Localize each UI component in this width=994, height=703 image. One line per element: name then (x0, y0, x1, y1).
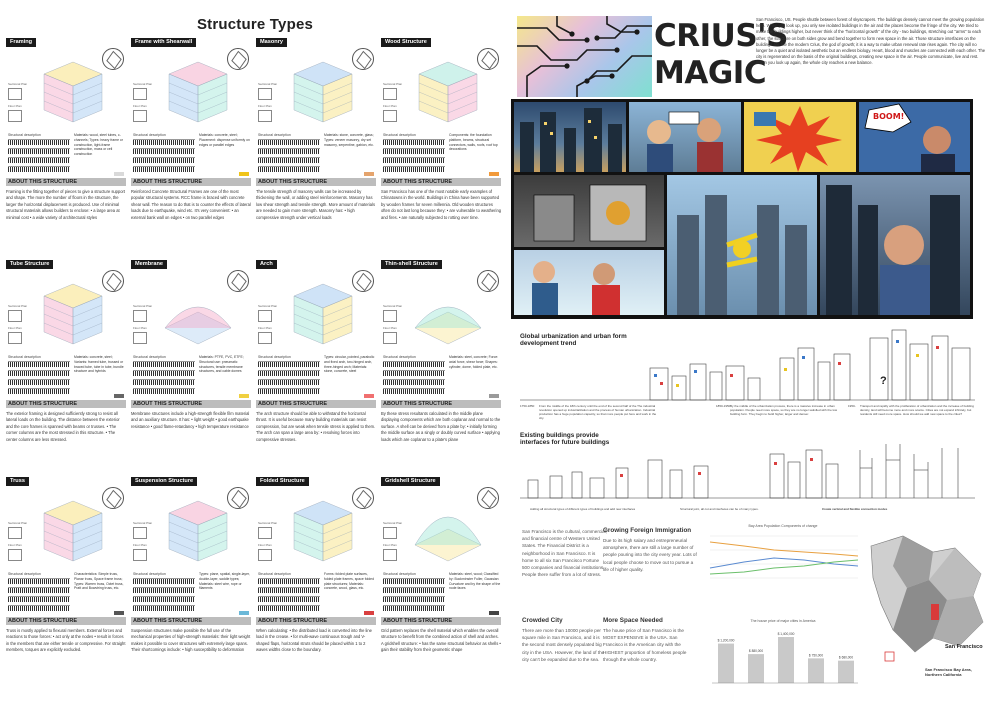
crowded-city-heading: Crowded City (522, 617, 563, 624)
sectional-plan-label: Sectional Plan (258, 82, 278, 86)
svg-text:?: ? (880, 375, 887, 387)
floor-plan-label: Floor Plan (258, 104, 272, 108)
floor-plan-icon (8, 332, 22, 344)
bar (748, 654, 764, 683)
floor-plan-label: Floor Plan (8, 104, 22, 108)
structural-description-label: Structural description (383, 572, 416, 576)
sectional-plan-icon (8, 527, 22, 539)
structure-description: Reinforced Concrete Structural Frames are one of the most popular structural systems. RCC frame is braced with concrete shear wall. The reason to do that is to counter the effects of lateral loads due to earthquake, wind etc. It's very convenient: • an external bank wall on edges • on two parallel edges (131, 189, 251, 220)
structure-card (256, 477, 376, 685)
load-bars (258, 139, 320, 175)
sectional-plan-icon (258, 88, 272, 100)
color-swatch (489, 611, 499, 615)
structural-description-label: Structural description (258, 572, 291, 576)
structure-model-image (159, 489, 237, 571)
color-swatch (239, 172, 249, 176)
load-bars (383, 578, 445, 614)
floor-plan-label: Floor Plan (133, 326, 147, 330)
card-title: Gridshell Structure (381, 477, 440, 486)
sf-intro-text: San Francisco is the cultural, commercial, and financial centre of Western United States. The Financial District is a neighborhood in San Francisco. It is home to all six San Francisco Fortune 500 companies and financial institutions. People there suffer from a lot of stress. (522, 529, 607, 578)
structure-card (131, 38, 251, 246)
sectional-plan-label: Sectional Plan (258, 521, 278, 525)
structure-description: The exterior framing is designed sufficiently strong to resist all lateral loads on the building. The distance between the exterior and the core frames is spanned with beams or trusses. • The corner columns are the most stressed in this structure. • The center columns are less stressed. (6, 411, 120, 442)
bar-label: $ 880,000 (748, 649, 764, 654)
structure-description: Membrane structures include a high-strength flexible film material and an auxiliary structure. It has: • light weight • good earthquake resistance • good flame-retardancy • high temperature resistance (131, 411, 250, 429)
floor-plan-label: Floor Plan (8, 326, 22, 330)
sectional-plan-icon (8, 88, 22, 100)
about-header: ABOUT THIS STRUCTURE (381, 617, 501, 625)
floor-plan-icon (133, 332, 147, 344)
floor-plan-icon (8, 549, 22, 561)
color-swatch (364, 611, 374, 615)
sectional-plan-label: Sectional Plan (383, 521, 403, 525)
structure-card (381, 38, 501, 246)
color-swatch (364, 172, 374, 176)
structure-card (131, 477, 251, 685)
exist-caption-1: Adding all structural types of different types of buildings and add new interfaces (530, 507, 636, 511)
structural-description-label: Structural description (8, 355, 41, 359)
color-swatch (114, 611, 124, 615)
floor-plan-icon (383, 332, 397, 344)
load-bars (258, 578, 320, 614)
structure-card (131, 260, 251, 468)
load-bars (133, 361, 195, 397)
sectional-plan-label: Sectional Plan (133, 521, 153, 525)
sectional-plan-icon (258, 310, 272, 322)
sectional-plan-icon (133, 527, 147, 539)
urban-caption-3: Transport and rapidly with the proliferation of urbanization and the increase of building density, land will become more and more scarce. Cities are not expand infinitely, but residents still need more space. How should we add new space to the cities? (860, 404, 974, 416)
structure-description: San Francisco has one of the most notable early examples of Chinatowns in the world. Buildings in China have been supported by wooden frames for seven millennia. Old wooden structures often do not last long because they: • are vulnerable to weathering and fires. • are naturally subjected to rotting over time. (381, 189, 501, 220)
comic-panel-boom (859, 102, 970, 172)
circuit-hero-image (517, 16, 652, 97)
structural-description-label: Structural description (8, 133, 41, 137)
materials-text: Types: plane, spatial, single-layer, double-layer, saddle types; Materials: steel wire, rope or filaments (199, 572, 250, 591)
sectional-plan-label: Sectional Plan (8, 521, 28, 525)
color-swatch (489, 172, 499, 176)
materials-text: Materials: steel, concrete; Force: axial force, shear force; Shapes: cylinder, dome, folded plate, etc. (449, 355, 499, 369)
more-space-heading: More Space Needed (603, 617, 663, 624)
sectional-plan-icon (258, 527, 272, 539)
card-title: Truss (6, 477, 29, 486)
comic-panel-machine (514, 175, 664, 247)
materials-text: Materials: stone, concrete, glass; Types: veneer masonry, dry set masonry, serpentine, gabion, etc. (324, 133, 374, 147)
structure-description: Framing is the fitting together of pieces to give a structure support and shape. The more the number of floors in the structure, the larger the horizontal displacement is produced. Use of minimal structural materials allows builders to enclose: • a large area at minimal cost • a wide variety of architectural styles (6, 189, 126, 220)
urban-caption-2: By the middle of the urbanization process, there is a massive increase in urban population. People need more space, so they are no longer satisfied with the low building form. They begin to build higher, larger and denser. (730, 404, 838, 416)
bar (808, 658, 824, 683)
sectional-plan-label: Sectional Plan (258, 304, 278, 308)
sectional-plan-label: Sectional Plan (383, 82, 403, 86)
comic-panel-meeting (629, 102, 741, 172)
bar (778, 637, 794, 683)
structure-model-image (159, 272, 237, 354)
structure-model-image (34, 489, 112, 571)
about-header: ABOUT THIS STRUCTURE (131, 178, 251, 186)
card-title: Arch (256, 260, 277, 269)
card-title: Tube Structure (6, 260, 53, 269)
structure-card (6, 477, 126, 685)
floor-plan-label: Floor Plan (133, 104, 147, 108)
color-swatch (114, 172, 124, 176)
floor-plan-icon (133, 110, 147, 122)
urban-caption-1: From the middle of the 18th century until the end of the second half of the The industrial revolution opened up industrialization and the process of human urbanization. Industrial production has a huge population capacity, so that more people put here and work in the city. (539, 404, 657, 420)
floor-plan-label: Floor Plan (133, 543, 147, 547)
immigration-heading: Growing Foreign Immigration (603, 527, 692, 534)
materials-text: Materials: wood, steel tubes, c-channels; Types: heavy frame or construction, light-frame construction, mass or cell construction (74, 133, 123, 157)
bar-label: $ 1,400,000 (777, 632, 795, 636)
comic-strip (511, 99, 973, 319)
structure-card (256, 38, 376, 246)
card-title: Membrane (131, 260, 167, 269)
sectional-plan-label: Sectional Plan (133, 304, 153, 308)
about-header: ABOUT THIS STRUCTURE (381, 400, 501, 408)
color-swatch (489, 394, 499, 398)
load-bars (8, 361, 70, 397)
about-header: ABOUT THIS STRUCTURE (6, 178, 126, 186)
about-header: ABOUT THIS STRUCTURE (131, 617, 251, 625)
structural-description-label: Structural description (133, 355, 166, 359)
about-header: ABOUT THIS STRUCTURE (256, 617, 376, 625)
card-title: Folded Structure (256, 477, 309, 486)
crowded-city-text: There are more than 10000 people per square mile in San Francisco, and it is the second most densely populated big city in the USA. However, the land of the city can't be expanded due to the sea. (522, 628, 605, 662)
about-header: ABOUT THIS STRUCTURE (256, 178, 376, 186)
comic-panel-crowd (820, 175, 970, 315)
structure-card (6, 260, 126, 468)
materials-text: Forms: folded plate surfaces, folded plate frames, space folded plate structures; Materials: concrete, wood, glass, etc. (324, 572, 374, 591)
sectional-plan-label: Sectional Plan (133, 82, 153, 86)
structure-description: Grid pattern replaces the shell material which enables the overall structure to benefit from the combined action of shell and arches. A gridshell structure: • has the same structural behavior as shells • gain their stability from their geometric shape (381, 628, 501, 653)
load-bars (133, 578, 195, 614)
structural-description-label: Structural description (383, 133, 416, 137)
immigration-text: Due to its high salary and entrepreneurial atmosphere, there are still a large number of people pouring into the city every year. Lots of local people choose to move out to pursue a life of higher quality. (603, 538, 697, 572)
materials-text: Characteristics: Simple truss, Planar truss, Space frame truss; Types: Warren truss, Octet truss, Pratt and Bowstring truss, etc. (74, 572, 124, 591)
exist-caption-3: Create vertical and flexible connection modes (822, 507, 888, 511)
sectional-plan-icon (133, 310, 147, 322)
sectional-plan-label: Sectional Plan (8, 82, 28, 86)
structural-description-label: Structural description (133, 572, 166, 576)
floor-plan-icon (258, 332, 272, 344)
bar-label: $ 1,200,000 (717, 638, 735, 643)
about-header: ABOUT THIS STRUCTURE (256, 400, 376, 408)
sectional-plan-icon (383, 310, 397, 322)
structure-description: Suspension structures make possible the full use of the mechanical properties of high-strength materials: their light weight makes it possible to cover structures with extremely large spans. Their shortcomings include: • high susceptibility to deformation (131, 628, 251, 653)
floor-plan-icon (8, 110, 22, 122)
bar (718, 644, 734, 683)
page-title: Structure Types (196, 16, 314, 33)
about-header: ABOUT THIS STRUCTURE (131, 400, 251, 408)
sectional-plan-icon (8, 310, 22, 322)
hero-title-line2: MAGIC (654, 55, 767, 91)
comic-panel-characters (514, 250, 664, 315)
existing-buildings-title: Existing buildings provide interfaces for future buildings (520, 432, 610, 446)
crius-magic-panel (511, 0, 994, 703)
floor-plan-label: Floor Plan (258, 543, 272, 547)
structure-model-image (409, 272, 487, 354)
materials-text: Materials: concrete, steel; Variants: framed tube, trussed or braced tube, tube in tube, bundle structure and hybrids (74, 355, 124, 374)
existing-buildings-diagram (520, 440, 975, 506)
floor-plan-icon (133, 549, 147, 561)
materials-text: Materials: concrete, steel; Placement: dispense uniformly on edges or parallel edges (199, 133, 250, 147)
structure-card (256, 260, 376, 468)
structure-model-image (159, 50, 237, 132)
materials-text: Types: circular, pointed, parabolic and fixed arch, two-hinged arch, three-hinged arch; Materials: stone, concrete, steel (324, 355, 375, 374)
structure-model-image (34, 272, 112, 354)
bar (838, 661, 854, 683)
structure-model-image (409, 50, 487, 132)
year-label-2: 1850-1950 (716, 404, 731, 408)
sectional-plan-label: Sectional Plan (383, 304, 403, 308)
year-label-3: 1950- (848, 404, 856, 408)
load-bars (383, 361, 445, 397)
about-header: ABOUT THIS STRUCTURE (6, 400, 126, 408)
structure-model-image (284, 489, 362, 571)
year-label-1: 1750-1850 (520, 404, 535, 408)
map-caption: San Francisco Bay Area, Northern California (925, 667, 972, 677)
structural-description-label: Structural description (8, 572, 41, 576)
hero-title-line1: CRIUS'S (654, 18, 788, 54)
bar-label: $ 750,000 (808, 653, 824, 658)
more-space-text: The house price of San Francisco is the MOST EXPENSIVE in the USA. San Francisco is the American city with the HIGHEST proportion of homeless people through the whole country. (603, 628, 687, 662)
boom-text: BOOM! (873, 112, 905, 121)
charts-area (704, 524, 862, 692)
card-title: Masonry (256, 38, 287, 47)
comic-panel-city (514, 102, 626, 172)
about-header: ABOUT THIS STRUCTURE (381, 178, 501, 186)
structure-model-image (34, 50, 112, 132)
house-price-chart-title: The house price of major cities in America (750, 619, 816, 623)
card-title: Frame with Shearwall (131, 38, 196, 47)
structure-description: The arch structure should be able to withstand the horizontal thrust. It is useful because many building materials can resist compression, but are weak when tensile stress is applied to them. The arch can span a large area by: • resolving forces into compressive stresses. (256, 411, 376, 442)
floor-plan-label: Floor Plan (258, 326, 272, 330)
color-swatch (239, 611, 249, 615)
floor-plan-label: Floor Plan (383, 104, 397, 108)
bar-label: $ 680,000 (838, 655, 854, 660)
skyline-diagram (520, 328, 975, 412)
hero-title (654, 18, 788, 92)
structural-description-label: Structural description (133, 133, 166, 137)
floor-plan-icon (383, 549, 397, 561)
sectional-plan-icon (383, 88, 397, 100)
structure-card (381, 477, 501, 685)
structure-model-image (409, 489, 487, 571)
structural-description-label: Structural description (258, 355, 291, 359)
structure-description: The tensile strength of masonry walls can be increased by thickening the wall, or adding steel reinforcements. Masonry has low shear strength and tensile strength. More amount of materials are needed to gain more strength. Masonry has: • high compressive strength under vertical loads (256, 189, 376, 220)
about-header: ABOUT THIS STRUCTURE (6, 617, 126, 625)
structure-card (6, 38, 126, 246)
card-title: Wood Structure (381, 38, 431, 47)
sectional-plan-icon (133, 88, 147, 100)
color-swatch (364, 394, 374, 398)
card-title: Thin-shell Structure (381, 260, 442, 269)
floor-plan-icon (258, 110, 272, 122)
house-price-bar-chart (704, 623, 862, 691)
card-title: Suspension Structure (131, 477, 197, 486)
structure-description: Truss is mostly applied to flexural members. External forces and reactions to those forces: • act only at the nodes • result in forces in the members that are either tensile or compressive. For straight members, torques are explicitly excluded. (6, 628, 126, 653)
structure-description: When calculating: • the distributed load is converted into the line load in the crease. • for multi-wave continuous trough and V-shaped flaps, horizontal struts should be placed within 1 to 2 waves widths close to the boundary. (256, 628, 372, 653)
comic-panel-growth (667, 175, 817, 315)
color-swatch (239, 394, 249, 398)
structural-description-label: Structural description (258, 133, 291, 137)
floor-plan-icon (258, 549, 272, 561)
load-bars (258, 361, 320, 397)
materials-text: Materials: PTFE, PVC, ETFE; Structural use: pneumatic structures, tensile membrane structures, and cable domes (199, 355, 244, 374)
sectional-plan-label: Sectional Plan (8, 304, 28, 308)
card-title: Framing (6, 38, 36, 47)
color-swatch (114, 394, 124, 398)
exist-caption-2: Structural joint, all cut and interfaces can be of many types. (680, 507, 759, 511)
sectional-plan-icon (383, 527, 397, 539)
map-label: San Francisco (945, 644, 983, 650)
floor-plan-label: Floor Plan (383, 543, 397, 547)
load-bars (383, 139, 445, 175)
load-bars (133, 139, 195, 175)
comic-panel-explosion (744, 102, 856, 172)
structure-description: By these stress resultants calculated in the middle plane displaying components which are both coplanar and normal to the surface. A shell can be derived from a plate by: • initially forming the middle surface as a singly or doubly curved surface • applying loads which are coplanar to a plate's plane (381, 411, 501, 442)
materials-text: Materials: steel, wood; Classified by: Buckminster Fuller, Gaussian Curvature and by the shape of the node faces (449, 572, 501, 591)
materials-text: Components: the foundation platform, beams, structural connectors, walls, roofs, roof top decorations (449, 133, 498, 152)
floor-plan-label: Floor Plan (8, 543, 22, 547)
load-bars (8, 139, 70, 175)
intro-text: San Francisco, US. People shuttle between forest of skyscrapers. The buildings densely cannot meet the growing population here. When you look up, you only see isolated buildings in the air and the places become the fringe of the city. We tried to make the buildings higher, but never think of the "horizontal growth" of the city - two buildings, stretching out "arms" to each other, the structure on both sides grow and bend together to form new space in the air. Those structure interfaces on the buildings are like the modern Crius, the god of growth; it is a way to make urban renewal rate rises again. The city will no longer be a quiet and isolated aesthetic but an endless biology. Heart, blood and muscles are connected with each other. The city is regenerated on the basis of the original buildings, creating new space in the air. People communicate, live and rest. When you look up again, the whole city reaches a new balance. (756, 17, 986, 66)
population-chart-title: Bay Area Population Components of change (748, 524, 818, 528)
bay-area-map (863, 526, 988, 683)
structural-description-label: Structural description (383, 355, 416, 359)
structure-card (381, 260, 501, 468)
floor-plan-icon (383, 110, 397, 122)
population-line-chart (704, 528, 862, 594)
urbanization-title: Global urbanization and urban form development trend (520, 333, 627, 347)
floor-plan-label: Floor Plan (383, 326, 397, 330)
load-bars (8, 578, 70, 614)
structure-model-image (284, 272, 362, 354)
structure-model-image (284, 50, 362, 132)
